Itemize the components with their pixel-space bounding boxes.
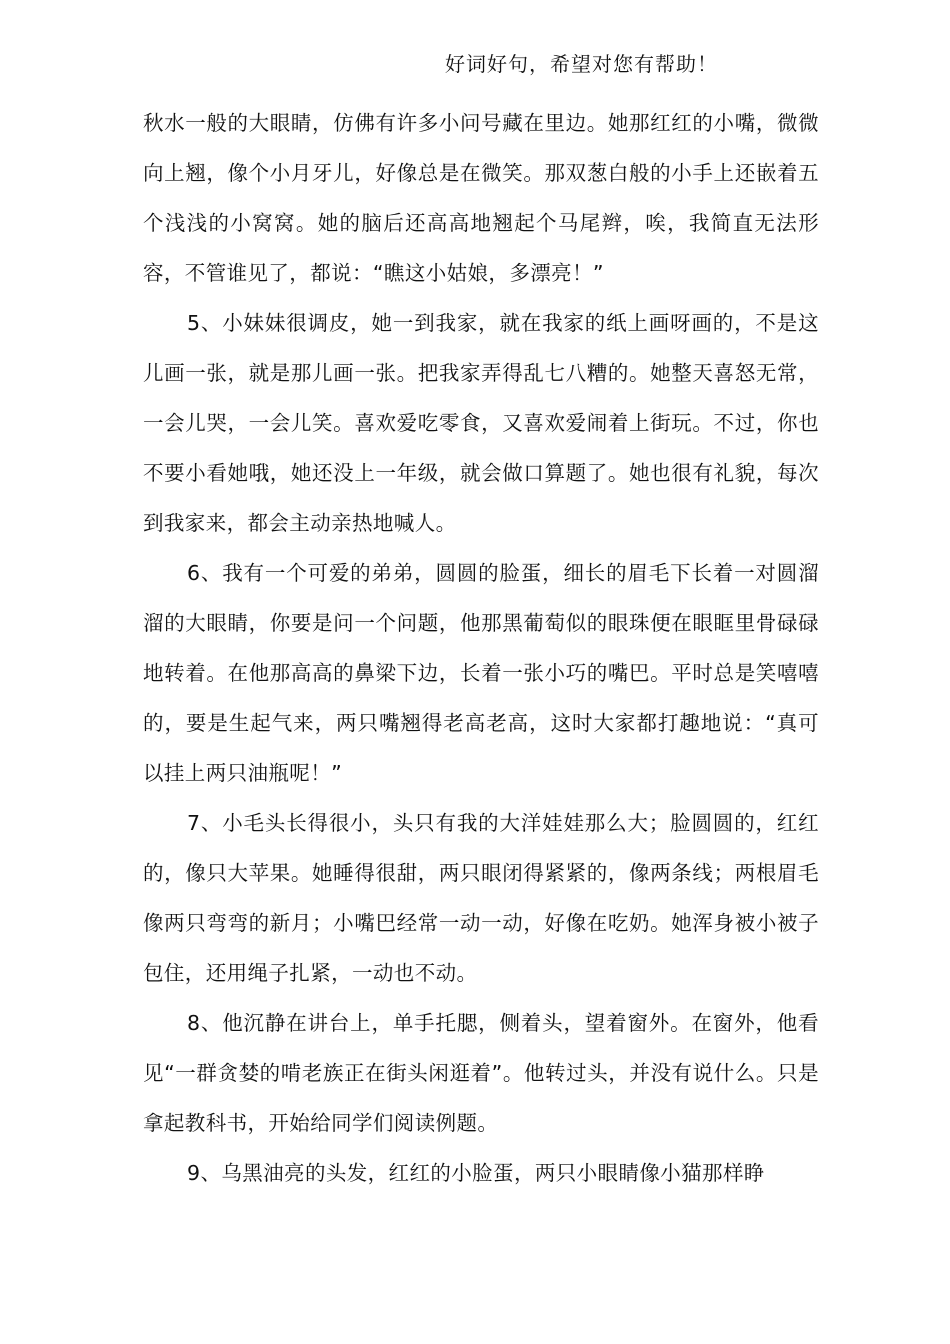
- paragraph-item-6: 6、我有一个可爱的弟弟，圆圆的脸蛋，细长的眉毛下长着一对圆溜溜的大眼睛，你要是问一个问题，他那黑葡萄似的眼珠便在眼眶里骨碌碌地转着。在他那高高的鼻梁下边，长着一张小巧的嘴巴。平时总是笑嘻嘻的，要是生起气来，两只嘴翘得老高老高，这时大家都打趣地说：“真可以挂上两只油瓶呢！”: [143, 561, 819, 785]
- paragraph-item-9: 9、乌黑油亮的头发，红红的小脸蛋，两只小眼睛像小猫那样睁: [187, 1161, 765, 1185]
- paragraph-item-8: 8、他沉静在讲台上，单手托腮，侧着头，望着窗外。在窗外，他看见“一群贪婪的啃老族正在街头闲逛着”。他转过头，并没有说什么。只是拿起教科书，开始给同学们阅读例题。: [143, 1011, 819, 1135]
- paragraph-item-5: 5、小妹妹很调皮，她一到我家，就在我家的纸上画呀画的，不是这儿画一张，就是那儿画一张。把我家弄得乱七八糟的。她整天喜怒无常，一会儿哭，一会儿笑。喜欢爱吃零食，又喜欢爱闹着上街玩。不过，你也不要小看她哦，她还没上一年级，就会做口算题了。她也很有礼貌，每次到我家来，都会主动亲热地喊人。: [143, 311, 819, 535]
- page-header: 好词好句，希望对您有帮助！: [445, 52, 718, 76]
- document-body: [143, 98, 819, 1198]
- paragraph-continuation: 秋水一般的大眼睛，仿佛有许多小问号藏在里边。她那红红的小嘴，微微向上翘，像个小月牙儿，好像总是在微笑。那双葱白般的小手上还嵌着五个浅浅的小窝窝。她的脑后还高高地翘起个马尾辫，唉，我简直无法形容，不管谁见了，都说：“瞧这小姑娘，多漂亮！”: [143, 111, 819, 285]
- paragraph-item-7: 7、小毛头长得很小，头只有我的大洋娃娃那么大；脸圆圆的，红红的，像只大苹果。她睡得很甜，两只眼闭得紧紧的，像两条线；两根眉毛像两只弯弯的新月；小嘴巴经常一动一动，好像在吃奶。她浑身被小被子包住，还用绳子扎紧，一动也不动。: [143, 811, 819, 985]
